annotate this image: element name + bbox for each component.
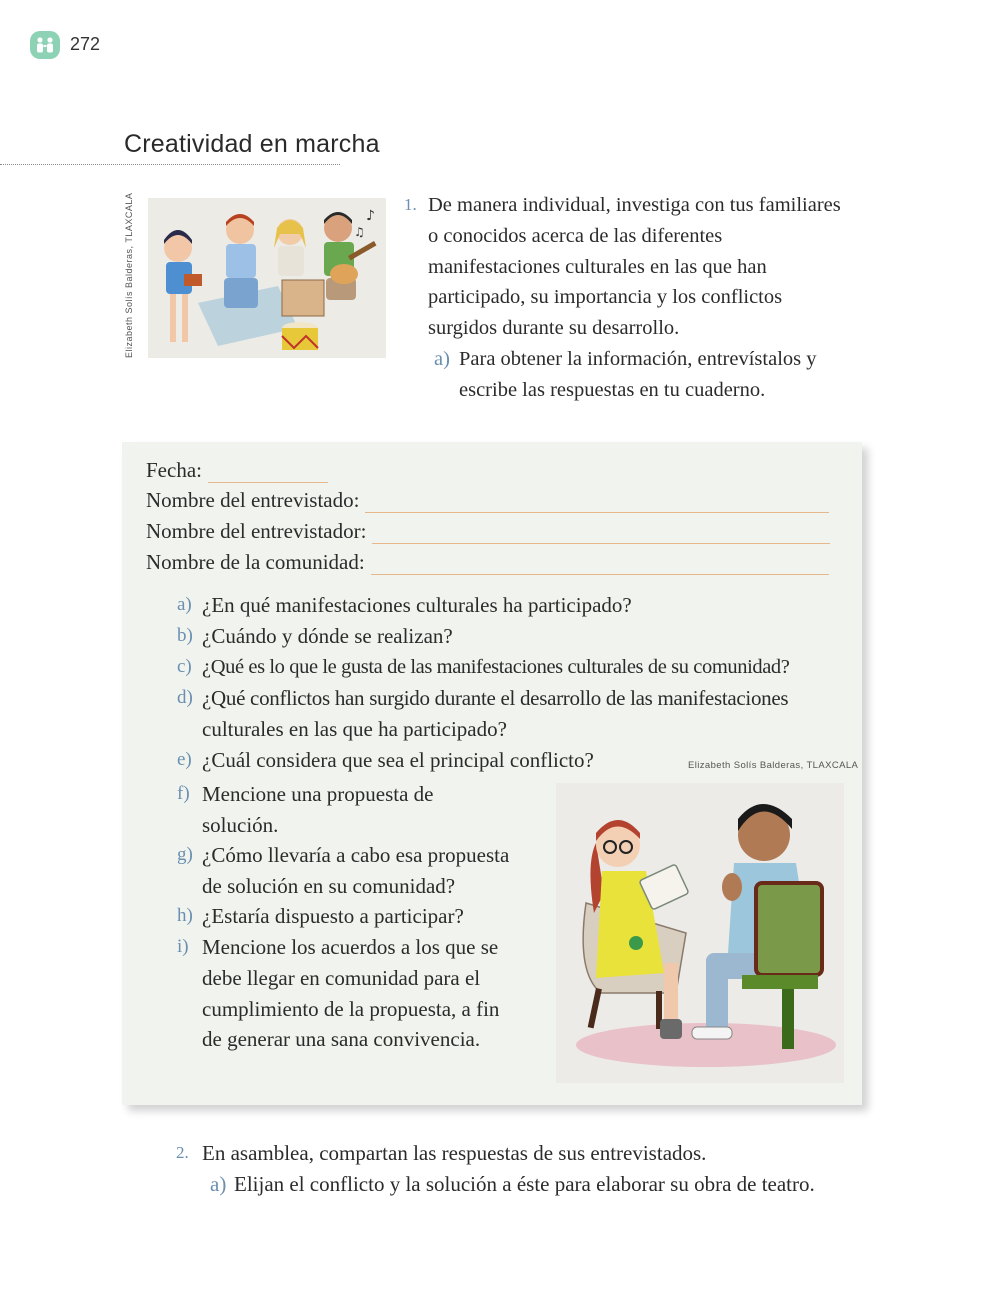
question-line: ¿Cuándo y dónde se realizan? (202, 624, 453, 648)
date-blank-line[interactable] (208, 481, 328, 483)
interview-panel (122, 442, 862, 1105)
interviewee-field (146, 488, 829, 513)
question-line: ¿Cuál considera que sea el principal conflicto? (202, 748, 594, 772)
question-letter: a) (177, 594, 192, 615)
interviewer-field (146, 519, 830, 544)
question-line: de solución en su comunidad? (202, 873, 456, 898)
question-letter: d) (177, 687, 193, 708)
subitem-letter: a) (434, 348, 450, 370)
question-line: ¿Qué es lo que le gusta de las manifestaciones culturales de su comunidad? (202, 656, 790, 678)
question-line: Mencione una propuesta de (202, 782, 434, 806)
question-line: Mencione los acuerdos a los que se (202, 935, 499, 959)
field-label: Nombre del entrevistado: (146, 488, 360, 512)
svg-text:♫: ♫ (354, 225, 365, 239)
field-label: Nombre de la comunidad: (146, 550, 365, 574)
activity-number: 2. (176, 1143, 189, 1162)
subitem-text: Elijan el conflicto y la solución a éste para elaborar su obra de teatro. (234, 1172, 815, 1196)
question-text (202, 621, 453, 652)
date-field (146, 458, 328, 483)
question-text (202, 590, 632, 621)
question-text (202, 652, 789, 683)
interviewee-blank-line[interactable] (365, 511, 829, 513)
question-line: de generar una sana convivencia. (202, 1027, 481, 1052)
question-line: culturales en las que ha participado? (202, 716, 507, 741)
question-letter: h) (177, 905, 193, 926)
interviewer-blank-line[interactable] (372, 542, 830, 544)
question-letter: f) (177, 783, 190, 804)
question-text (202, 901, 464, 932)
interview-illustration (556, 783, 844, 1083)
page-number: 272 (70, 34, 101, 54)
community-field (146, 550, 829, 575)
svg-text:♪: ♪ (366, 208, 375, 224)
title-divider (0, 164, 340, 165)
subitem-letter: a) (210, 1172, 227, 1196)
field-label: Nombre del entrevistador: (146, 519, 367, 543)
question-line: cumplimiento de la propuesta, a fin (202, 996, 500, 1021)
question-letter: c) (177, 656, 192, 677)
question-line: ¿Estaría dispuesto a participar? (202, 904, 464, 928)
question-text (202, 779, 434, 841)
question-letter: e) (177, 749, 192, 770)
section-title: Creatividad en marcha (124, 130, 380, 158)
question-line: ¿Qué conflictos han surgido durante el desarrollo de las manifestaciones (202, 686, 789, 710)
question-line: debe llegar en comunidad para el (202, 965, 481, 990)
question-line: ¿Cómo llevaría a cabo esa propuesta (202, 843, 510, 867)
question-text (202, 932, 499, 1055)
question-line: solución. (202, 812, 279, 837)
page-badge (30, 31, 60, 59)
question-text (202, 683, 788, 745)
activity-number: 1. (404, 195, 417, 214)
field-label: Fecha: (146, 458, 202, 482)
question-letter: b) (177, 625, 193, 646)
question-text (202, 840, 509, 902)
illustration-credit: Elizabeth Solís Balderas, TLAXCALA (124, 192, 134, 358)
activity-text: En asamblea, compartan las respuestas de sus entrevistados. (202, 1141, 707, 1165)
subitem-text: Para obtener la información, entrevístalos y escribe las respuestas en tu cuaderno. (459, 348, 817, 401)
illustration-credit: Elizabeth Solís Balderas, TLAXCALA (688, 760, 859, 771)
children-playing-music-illustration (148, 198, 386, 358)
activity-text: De manera individual, investiga con tus familiares o conocidos acerca de las diferentes manifestaciones culturales en las que han participado, su importancia y los conflictos surgidos durante su desarrollo. (428, 194, 841, 340)
community-blank-line[interactable] (371, 573, 829, 575)
question-letter: i) (177, 936, 189, 957)
question-text (202, 745, 594, 776)
question-letter: g) (177, 844, 193, 865)
question-line: ¿En qué manifestaciones culturales ha participado? (202, 593, 632, 617)
people-icon (34, 36, 56, 54)
